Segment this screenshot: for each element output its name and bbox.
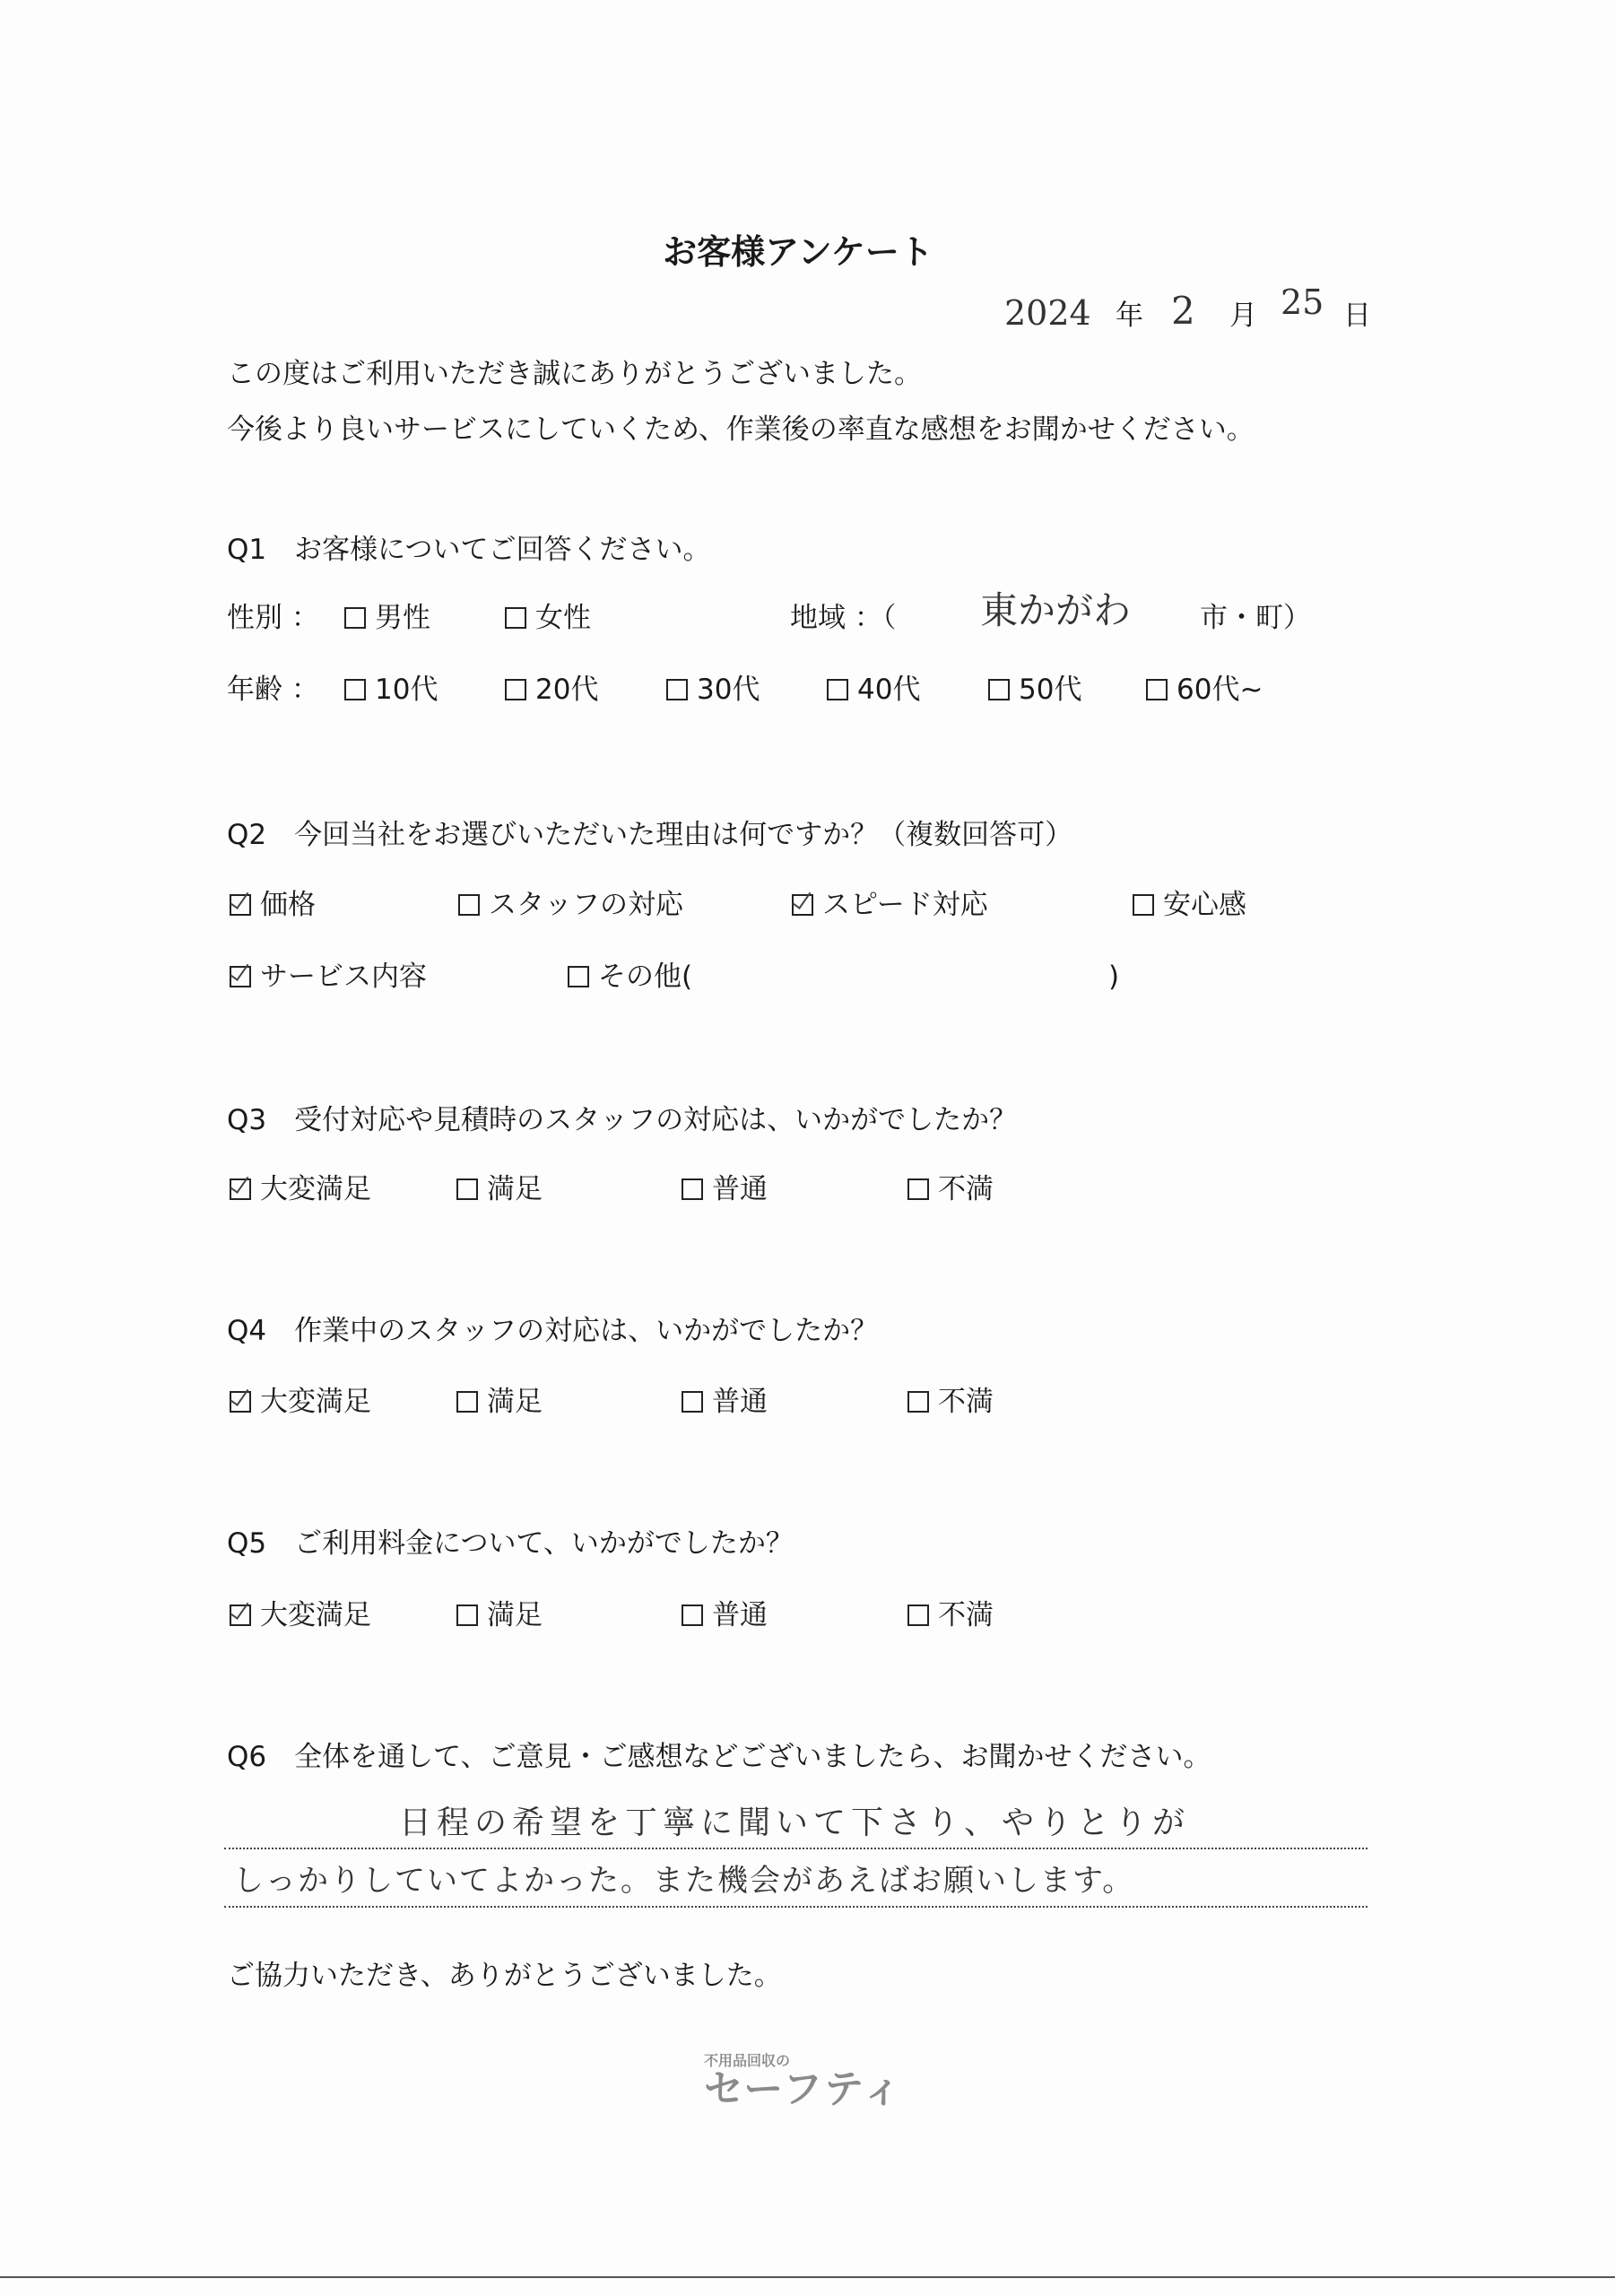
region-value[interactable]: 東かがわ bbox=[980, 588, 1132, 632]
q5-option[interactable] bbox=[230, 1599, 371, 1631]
date-year-label: 年 bbox=[1116, 300, 1143, 332]
logo-subtitle: 不用品回収の bbox=[704, 2052, 791, 2069]
checkbox[interactable] bbox=[988, 679, 1010, 700]
option-label: 男性 bbox=[375, 602, 430, 634]
option-label: 価格 bbox=[260, 889, 316, 921]
q1-label: Q1 お客様についてご回答ください。 bbox=[227, 534, 711, 566]
answer-line-divider bbox=[224, 1906, 1368, 1908]
option-label: 10代 bbox=[375, 674, 438, 706]
checkbox[interactable] bbox=[505, 679, 526, 700]
bottom-border bbox=[0, 2276, 1615, 2278]
option-label: 大変満足 bbox=[260, 1173, 371, 1205]
date-month: 2 bbox=[1171, 289, 1195, 333]
checkbox-checked[interactable] bbox=[230, 1178, 251, 1200]
q2-option[interactable] bbox=[792, 891, 988, 919]
checkbox[interactable] bbox=[682, 1391, 703, 1413]
q5-option[interactable] bbox=[682, 1599, 768, 1631]
option-label: 不満 bbox=[938, 1386, 994, 1418]
checkbox[interactable] bbox=[456, 1178, 478, 1200]
age-option[interactable] bbox=[344, 676, 438, 704]
option-label: 普通 bbox=[712, 1599, 768, 1631]
q4-option[interactable] bbox=[682, 1388, 768, 1416]
checkbox-checked[interactable] bbox=[230, 894, 251, 916]
date-month-label: 月 bbox=[1229, 300, 1257, 332]
option-label: スピード対応 bbox=[822, 889, 988, 921]
q5-option[interactable] bbox=[456, 1599, 543, 1631]
option-label: 満足 bbox=[487, 1173, 543, 1205]
checkbox[interactable] bbox=[682, 1178, 703, 1200]
age-option[interactable] bbox=[505, 676, 598, 704]
q5-label: Q5 ご利用料金について、いかがでしたか？ bbox=[227, 1527, 794, 1560]
option-label: 安心感 bbox=[1163, 889, 1246, 921]
gender-female[interactable] bbox=[505, 604, 591, 632]
q4-option[interactable] bbox=[456, 1388, 543, 1416]
q2-option[interactable] bbox=[1133, 891, 1246, 919]
company-logo bbox=[704, 2049, 904, 2112]
answer-line-divider bbox=[224, 1848, 1368, 1849]
q6-answer-line-2[interactable]: しっかりしていてよかった。また機会があえばお願いします。 bbox=[233, 1863, 1135, 1899]
q2-option-other[interactable] bbox=[568, 963, 692, 991]
checkbox[interactable] bbox=[907, 1391, 929, 1413]
checkbox[interactable] bbox=[456, 1391, 478, 1413]
checkbox-checked[interactable] bbox=[230, 966, 251, 987]
checkbox[interactable] bbox=[907, 1605, 929, 1626]
q2-other-close: ) bbox=[1108, 961, 1120, 993]
age-option[interactable] bbox=[827, 676, 920, 704]
option-label: 40代 bbox=[857, 674, 921, 706]
q3-option[interactable] bbox=[456, 1173, 543, 1205]
checkbox[interactable] bbox=[907, 1178, 929, 1200]
checkbox[interactable] bbox=[682, 1605, 703, 1626]
option-label: サービス内容 bbox=[260, 961, 427, 993]
q6-answer-line-1[interactable]: 日程の希望を丁寧に聞いて下さり、やりとりが bbox=[399, 1805, 1191, 1841]
age-option[interactable] bbox=[1146, 676, 1263, 704]
page-title: お客様アンケート bbox=[663, 232, 933, 272]
checkbox[interactable] bbox=[458, 894, 480, 916]
option-label: スタッフの対応 bbox=[489, 889, 683, 921]
logo-name: セーフティ bbox=[704, 2066, 904, 2112]
checkbox[interactable] bbox=[1133, 894, 1154, 916]
intro-line-1: この度はご利用いただき誠にありがとうございました。 bbox=[227, 358, 922, 390]
checkbox[interactable] bbox=[1146, 679, 1168, 700]
intro-line-2: 今後より良いサービスにしていくため、作業後の率直な感想をお聞かせください。 bbox=[227, 413, 1255, 446]
option-label: 普通 bbox=[712, 1386, 768, 1418]
age-option[interactable] bbox=[666, 676, 760, 704]
q2-option[interactable] bbox=[230, 963, 427, 991]
checkbox[interactable] bbox=[568, 966, 589, 987]
q3-label: Q3 受付対応や見積時のスタッフの対応は、いかがでしたか？ bbox=[227, 1104, 1018, 1136]
q2-option[interactable] bbox=[230, 891, 316, 919]
option-label: 30代 bbox=[697, 674, 760, 706]
q4-label: Q4 作業中のスタッフの対応は、いかがでしたか？ bbox=[227, 1315, 879, 1347]
checkbox[interactable] bbox=[344, 679, 366, 700]
q2-option[interactable] bbox=[458, 891, 683, 919]
option-label: 満足 bbox=[487, 1599, 543, 1631]
checkbox[interactable] bbox=[827, 679, 848, 700]
option-label: 大変満足 bbox=[260, 1386, 371, 1418]
q4-option[interactable] bbox=[230, 1388, 371, 1416]
q2-label: Q2 今回当社をお選びいただいた理由は何ですか？（複数回答可） bbox=[227, 819, 1073, 851]
checkbox[interactable] bbox=[666, 679, 688, 700]
q3-option[interactable] bbox=[230, 1173, 371, 1205]
checkbox[interactable] bbox=[456, 1605, 478, 1626]
q4-option[interactable] bbox=[907, 1388, 994, 1416]
date-year: 2024 bbox=[1004, 293, 1091, 333]
checkbox-checked[interactable] bbox=[230, 1391, 251, 1413]
option-label: 60代~ bbox=[1177, 674, 1263, 706]
checkbox[interactable] bbox=[505, 607, 526, 629]
gender-label: 性別 ： bbox=[227, 602, 319, 634]
checkbox-checked[interactable] bbox=[230, 1605, 251, 1626]
age-label: 年齢 ： bbox=[227, 674, 319, 706]
option-label: 20代 bbox=[535, 674, 599, 706]
checkbox[interactable] bbox=[344, 607, 366, 629]
q3-option[interactable] bbox=[682, 1173, 768, 1205]
checkbox-checked[interactable] bbox=[792, 894, 813, 916]
region-label: 地域 ：（ bbox=[790, 602, 897, 634]
option-label: 普通 bbox=[712, 1173, 768, 1205]
option-label: 女性 bbox=[535, 602, 591, 634]
option-label: 満足 bbox=[487, 1386, 543, 1418]
date-day-label: 日 bbox=[1343, 300, 1371, 332]
gender-male[interactable] bbox=[344, 604, 430, 632]
option-label: 不満 bbox=[938, 1173, 994, 1205]
q3-option[interactable] bbox=[907, 1173, 994, 1205]
age-option[interactable] bbox=[988, 676, 1081, 704]
option-label: 50代 bbox=[1019, 674, 1082, 706]
q6-label: Q6 全体を通して、ご意見・ご感想などございましたら、お聞かせください。 bbox=[227, 1741, 1211, 1773]
date-day: 25 bbox=[1281, 283, 1324, 322]
option-label: 大変満足 bbox=[260, 1599, 371, 1631]
option-label: その他( bbox=[598, 961, 693, 993]
option-label: 不満 bbox=[938, 1599, 994, 1631]
region-suffix: 市・町） bbox=[1200, 602, 1311, 634]
q5-option[interactable] bbox=[907, 1599, 994, 1631]
closing-text: ご協力いただき、ありがとうございました。 bbox=[227, 1960, 782, 1992]
